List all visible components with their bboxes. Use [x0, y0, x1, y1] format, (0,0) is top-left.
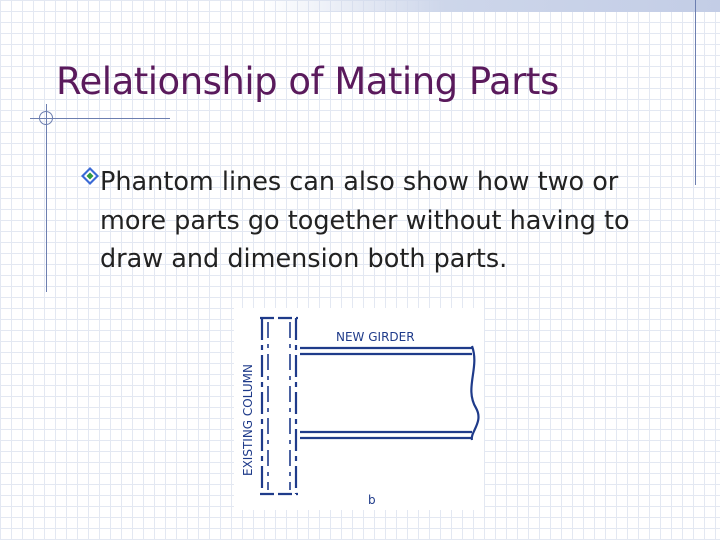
crosshair-vertical-line: [46, 104, 47, 292]
girder-column-drawing: [234, 308, 484, 510]
bullet-item: [80, 163, 630, 279]
existing-column-label: EXISTING COLUMN: [241, 364, 255, 476]
diamond-bullet-icon: [80, 166, 100, 186]
slide-title: Relationship of Mating Parts: [56, 60, 559, 103]
bullet-text: Phantom lines can also show how two or more parts go together without having to draw and dimension both parts.: [100, 167, 630, 274]
figure-caption-label: b: [368, 493, 376, 507]
existing-column-outline: [260, 318, 298, 494]
new-girder-outline: [300, 346, 478, 440]
right-decorative-rule: [695, 0, 696, 185]
new-girder-label: NEW GIRDER: [336, 330, 415, 344]
crosshair-circle-icon: [39, 111, 53, 125]
girder-column-figure: [234, 308, 484, 510]
top-decorative-band: [262, 0, 720, 12]
